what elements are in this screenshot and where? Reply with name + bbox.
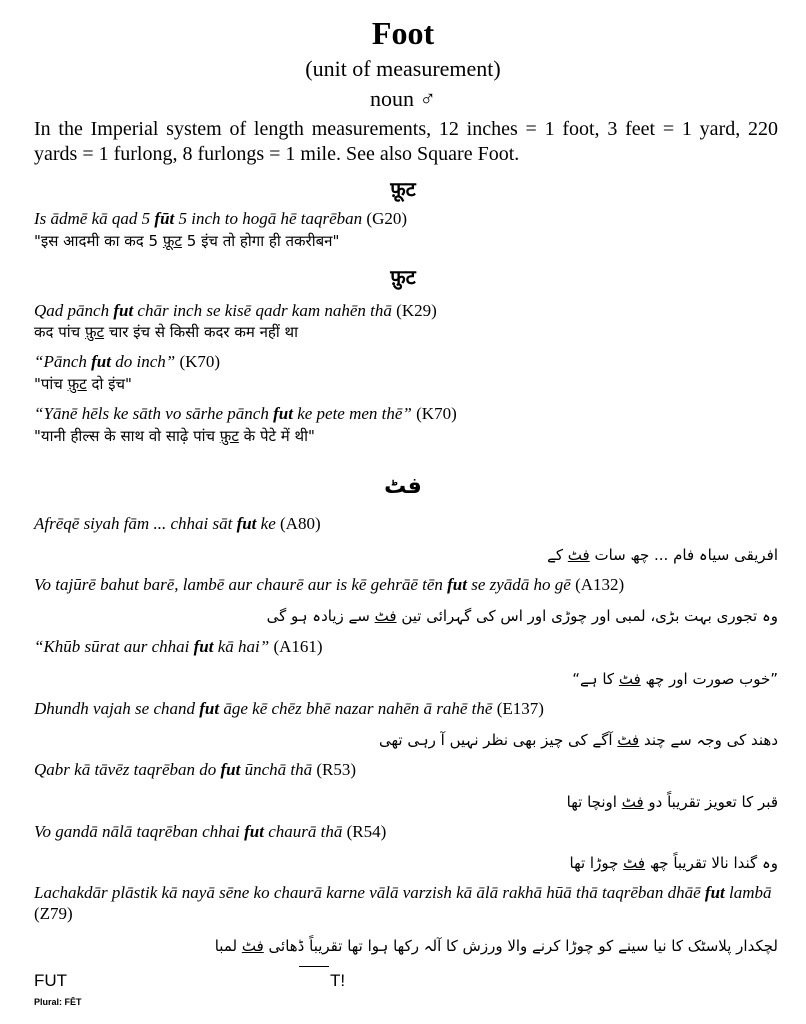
example-transliteration: Vo gandā nālā taqrēban chhai fut chaurā thā (R54) [34,822,387,841]
entry-title: Foot [371,15,435,51]
footer-word: FUT [34,971,68,990]
example-transliteration: Lachakdār plāstik kā nayā sēne ko chaurā karne vālā varzish kā ālā rakhā hūā thā taqrēban dhāē fut lambā (Z79) [34,883,772,923]
example-hindi: "इस आदमी का कद 5 फ़ूट 5 इंच तो होगा ही तकरीबन" [34,232,340,250]
pos-label: noun [370,86,414,111]
example-urdu: قبر کا تعویز تقریباً دو فٹ اونچا تھا [566,793,778,811]
section-heading-urdu-fut: فٹ [384,474,422,499]
example-transliteration: Vo tajūrē bahut barē, lambē aur chaurē aur is kē gehrāē tēn fut se zyādā ho gē (A132) [34,575,625,594]
example-transliteration: Afrēqē siyah fām ... chhai sāt fut ke (A80) [34,514,321,533]
example-hindi: "यानी हील्स के साथ वो साढ़े पांच फ़ुट के पेटे में थी" [34,427,315,445]
example-transliteration: Dhundh vajah se chand fut āge kē chēz bhē nazar nahēn ā rahē thē (E137) [34,699,544,718]
section-heading-hindi-foot: फ़ूट [390,177,416,201]
footer-mark: T! [330,971,346,990]
example-urdu: وہ تجوری بہت بڑی، لمبی اور چوڑی اور اس کی گہرائی تین فٹ سے زیادہ ہو گی [266,607,778,625]
footer-divider [299,966,329,967]
example-hindi: कद पांच फ़ुट चार इंच से किसी कदर कम नहीं था [34,323,298,341]
entry-subtitle: (unit of measurement) [305,56,501,81]
example-transliteration: Is ādmē kā qad 5 fūt 5 inch to hogā hē taqrēban (G20) [34,209,408,228]
example-urdu: افریقی سیاہ فام ... چھ سات فٹ کے [547,546,778,564]
example-urdu: ”خوب صورت اور چھ فٹ کا ہے“ [572,670,778,688]
part-of-speech [0,86,806,112]
entry-definition: In the Imperial system of length measurements, 12 inches = 1 foot, 3 feet = 1 yard, 220 yards = 1 furlong, 8 furlongs = 1 mile. See also Square Foot. [34,118,778,165]
example-urdu: دھند کی وجہ سے چند فٹ آگے کی چیز بھی نظر نہیں آ رہی تھی [379,731,778,749]
example-transliteration: “Pānch fut do inch” (K70) [34,352,221,371]
example-urdu: وہ گندا نالا تقریباً چھ فٹ چوڑا تھا [569,854,778,872]
plural-form: Plural: FĒT [34,997,82,1007]
example-urdu: لچکدار پلاسٹک کا نیا سینے کو چوڑا کرنے والا ورزش کا آلہ رکھا ہوا تھا تقریباً ڈھائی فٹ لمبا [214,937,778,955]
example-transliteration: Qabr kā tāvēz taqrēban do fut ūnchā thā (R53) [34,760,357,779]
example-transliteration: “Khūb sūrat aur chhai fut kā hai” (A161) [34,637,323,656]
section-heading-hindi-fut: फ़ुट [390,265,416,289]
example-transliteration: Qad pānch fut chār inch se kisē qadr kam nahēn thā (K29) [34,301,437,320]
example-transliteration: “Yānē hēls ke sāth vo sārhe pānch fut ke pete men thē” (K70) [34,404,457,423]
example-hindi: "पांच फ़ुट दो इंच" [34,375,132,393]
male-gender-icon: ♂ [419,86,436,111]
